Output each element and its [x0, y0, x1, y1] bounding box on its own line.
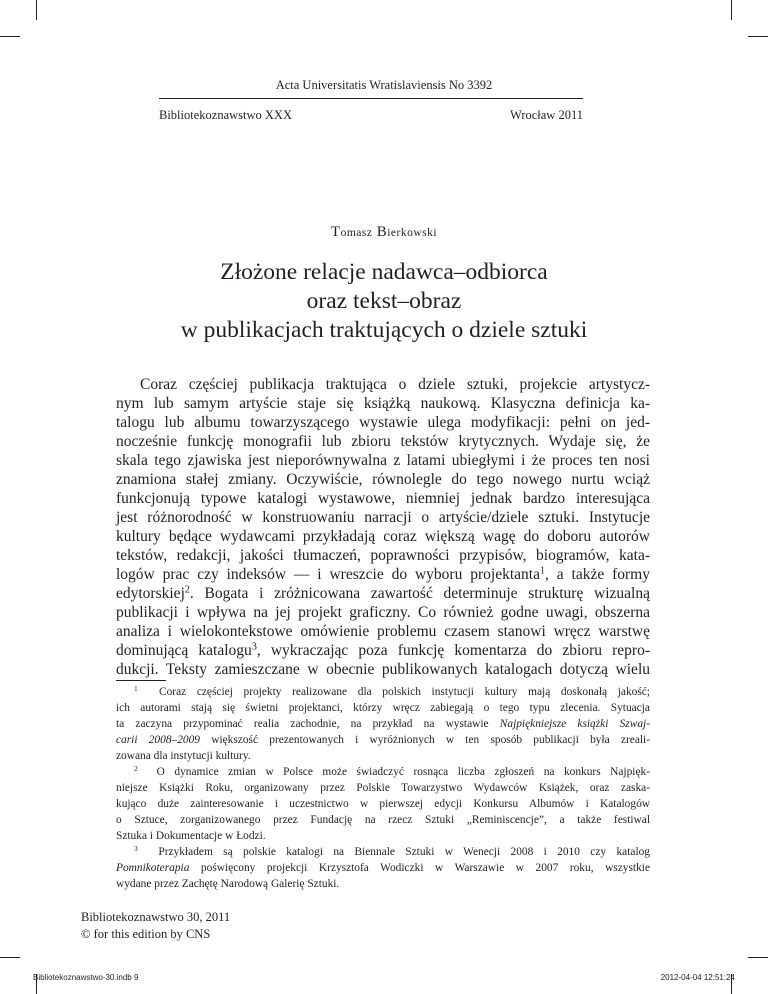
body-line: kultury będące wydawcami przykładają coraz większą wagę do doboru autorów [116, 528, 650, 545]
body-line: logów prac czy indeksów — i wreszcie do wyboru projektanta$^1$, a także formy [116, 565, 650, 583]
title-line: oraz tekst–obraz [306, 288, 462, 314]
article-title [0, 258, 768, 345]
header-rule [159, 98, 583, 99]
author-name: Tomasz Bierkowski [330, 224, 438, 240]
footnote-ref: 1 [539, 565, 545, 577]
series-title: Bibliotekoznawstwo XXX [159, 108, 292, 122]
footnote-line: $^2$ O dynamice zmian w Polsce może świadczyć rosnąca liczba zgłoszeń na konkurs Najpięk- [134, 763, 650, 778]
journal-title: Acta Universitatis Wratislaviensis No 3392 [275, 78, 493, 92]
footnote-line: wydane przez Zachętę Narodową Galerię Sztuki. [116, 878, 340, 890]
crop-mark [731, 0, 732, 20]
publication-info: Bibliotekoznawstwo 30, 2011 [81, 910, 231, 924]
crop-mark [748, 957, 768, 958]
footnote-line: zowana dla instytucji kultury. [116, 750, 251, 762]
body-line: skala tego zjawiska jest nieporównywalna z latami ubiegłymi i że proces ten nosi [116, 452, 650, 469]
body-line: talogu lub albumu towarzyszącego wystawie ulega modyfikacji: pełni on jed- [116, 414, 650, 431]
footnote-line: Sztuka i Dokumentacje w Łodzi. [116, 830, 266, 842]
body-line: tekstów, redakcji, jakości tłumaczeń, poprawności przypisów, biogramów, kata- [116, 547, 650, 564]
footnote-line: carii 2008–2009 większość prezentowanych i wyróżnionych w ten sposób publikacji była zreali- [116, 734, 650, 746]
footnote-line: kująco duże zainteresowanie i uczestnictwo w pierwszej edycji Konkursu Albumów i Katalogów [116, 798, 650, 810]
footnote-ref: 3 [251, 641, 257, 653]
body-line: nym lub samym artyście staje się książką naukową. Klasyczna definicja ka- [116, 395, 650, 412]
footnote-ref: 2 [184, 584, 190, 596]
body-line: publikacji i wpływa na jej projekt graficzny. Co również godne uwagi, obszerna [116, 604, 650, 621]
crop-mark [0, 36, 20, 37]
title-line: w publikacjach traktujących o dziele sztuki [180, 317, 588, 343]
print-timestamp: 2012-04-04 12:51:24 [660, 973, 735, 982]
crop-mark [0, 957, 20, 958]
body-line: jest różnorodność w konstruowaniu narracji o artyście/dziele sztuki. Instytucje [116, 509, 650, 526]
body-line: Coraz częściej publikacja traktująca o dziele sztuki, projekcie artystycz- [140, 376, 650, 393]
body-line: funkcjonują typowe katalogi wystawowe, niemniej jednak bardzo interesująca [116, 490, 650, 507]
body-line: dominującą katalogu$^3$, wykraczając poza funkcję komentarza do zbioru repro- [116, 641, 650, 659]
footnote-line: Pomnikoterapia poświęcony projekcji Krzysztofa Wodiczki w Warszawie w 2007 roku, wszystkie [116, 862, 650, 874]
body-line: analiza i wielokontekstowe omówienie problemu czasem stanowi wręcz warstwę [116, 623, 650, 640]
body-line: znamiona stałej zmiany. Oczywiście, równolegle do tego nowego nurtu wciąż [116, 471, 650, 488]
footnote-number: 2 [134, 763, 138, 773]
footnote-line: ta zaczyna przypominać realia zachodnie, na przykład na wystawie Najpiękniejsze książki Szwaj- [116, 718, 650, 730]
crop-mark [36, 0, 37, 20]
footnote-line: o Sztuce, zorganizowanego przez Fundację na rzecz Sztuki „Reminiscencje”, a także festiwal [116, 814, 650, 826]
title-line: Złożone relacje nadawca–odbiorca [220, 259, 548, 285]
footnote-line: $^3$ Przykładem są polskie katalogi na Biennale Sztuki w Wenecji 2008 i 2010 czy katalog [134, 843, 650, 858]
footnote-line: $^1$ Coraz częściej projekty realizowane dla polskich instytucji kultury mają doskonałą jakość; [134, 683, 650, 698]
footnote-line: ich autorami stają się świetni projektanci, którzy wręcz zabiegają o tego typu zlecenia. Sytuacja [116, 702, 650, 714]
footnote-number: 1 [134, 683, 138, 693]
place-year: Wrocław 2011 [510, 108, 583, 122]
footnote-number: 3 [134, 843, 138, 853]
footnote-line: niejsze Książki Roku, organizowany przez Polskie Towarzystwo Wydawców Książek, oraz zaska- [116, 782, 650, 794]
crop-mark [748, 36, 768, 37]
body-line: dukcji. Teksty zamieszczane w obecnie publikowanych katalogach dotyczą wielu [116, 661, 650, 678]
body-line: nocześnie funkcję monografii lub zbioru tekstów krytycznych. Wydaje się, że [116, 433, 650, 450]
body-line: edytorskiej$^2$. Bogata i zróżnicowana zawartość determinuje strukturę wizualną [116, 584, 650, 602]
copyright-notice: © for this edition by CNS [81, 927, 211, 941]
print-file-slug: Bibliotekoznawstwo-30.indb 9 [33, 973, 139, 982]
footnote-rule [116, 680, 166, 681]
